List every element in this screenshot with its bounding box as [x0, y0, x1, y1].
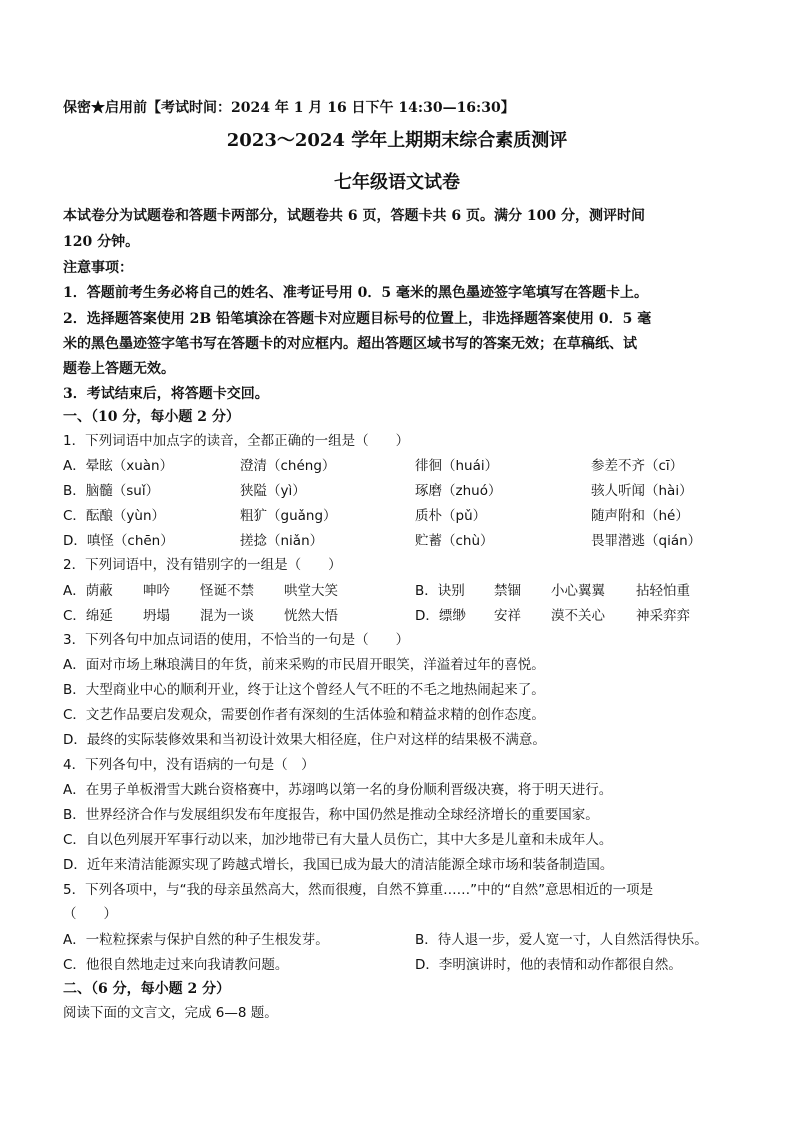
q2-word: 混为一谈: [200, 608, 254, 624]
q3-stem: 3．下列各句中加点词语的使用，不恰当的一句是（ ）: [63, 632, 410, 648]
q5-option-a: A．一粒粒探索与保护自然的种子生根发芽。: [63, 932, 329, 948]
section1-heading: 一、（10 分，每小题 2 分）: [63, 409, 240, 425]
section2-instruction: 阅读下面的文言文，完成 6—8 题。: [63, 1005, 278, 1021]
confidential-line: 保密★启用前【考试时间：2024 年 1 月 16 日下午 14:30—16:30】: [63, 100, 515, 116]
q2-word: 禁锢: [494, 583, 521, 599]
q1-option: A．晕眩（xuàn）: [63, 458, 174, 474]
q2-word: 恍然大悟: [284, 608, 338, 624]
section2-heading: 二、（6 分，每小题 2 分）: [63, 981, 231, 997]
q3-option-d: D．最终的实际装修效果和当初设计效果大相径庭，住户对这样的结果极不满意。: [63, 732, 546, 748]
q5-option-b: B．待人退一步，爱人宽一寸，人自然活得快乐。: [415, 932, 708, 948]
q2-word: C．绵延: [63, 608, 113, 624]
q4-option-c: C．自以色列展开军事行动以来，加沙地带已有大量人员伤亡，其中大多是儿童和未成年人。: [63, 832, 613, 848]
q1-option: 搓捻（niǎn）: [240, 533, 324, 549]
notes-title: 注意事项：: [63, 260, 133, 276]
q2-word: D．缥缈: [415, 608, 466, 624]
q2-word: 小心翼翼: [551, 583, 605, 599]
exam-subtitle: 七年级语文试卷: [334, 172, 460, 193]
q4-option-b: B．世界经济合作与发展组织发布年度报告，称中国仍然是推动全球经济增长的重要国家。: [63, 807, 599, 823]
q5-option-c: C．他很自然地走过来向我请教问题。: [63, 957, 289, 973]
note-3: 3．考试结束后，将答题卡交回。: [63, 386, 269, 402]
q2-word: 呻吟: [143, 583, 170, 599]
q3-option-a: A．面对市场上琳琅满目的年货，前来采购的市民眉开眼笑，洋溢着过年的喜悦。: [63, 657, 545, 673]
q2-word: 哄堂大笑: [284, 583, 338, 599]
q2-stem: 2．下列词语中，没有错别字的一组是（ ）: [63, 557, 342, 573]
q1-option: D．嗔怪（chēn）: [63, 533, 174, 549]
q1-option: C．酝酿（yùn）: [63, 508, 166, 524]
q4-option-a: A．在男子单板滑雪大跳台资格赛中，苏翊鸣以第一名的身份顺利晋级决赛，将于明天进行。: [63, 782, 613, 798]
q2-word: 神采弈弈: [636, 608, 690, 624]
note-2a: 2．选择题答案使用 2B 铅笔填涂在答题卡对应题目标号的位置上，非选择题答案使用 0．5 毫: [63, 311, 652, 327]
q1-option: 徘徊（huái）: [415, 458, 499, 474]
q1-option: 质朴（pǔ）: [415, 508, 487, 524]
q2-word: A．荫蔽: [63, 583, 113, 599]
q1-option: 畏罪潜逃（qián）: [591, 533, 702, 549]
note-2b: 米的黑色墨迹签字笔书写在答题卡的对应框内。超出答题区域书写的答案无效；在草稿纸、试: [63, 336, 637, 352]
q1-option: 骇人听闻（hài）: [591, 483, 693, 499]
q5-stem: 5．下列各项中，与“我的母亲虽然高大，然而很瘦，自然不算重……”中的“自然”意思相近的一项是: [63, 882, 654, 898]
q1-option: B．脑髓（suǐ）: [63, 483, 160, 499]
q5-paren: （ ）: [63, 906, 117, 922]
q1-option: 贮蓄（chù）: [415, 533, 494, 549]
exam-title: 2023～2024 学年上期期末综合素质测评: [226, 130, 568, 151]
q2-word: 漠不关心: [551, 608, 605, 624]
q1-option: 澄清（chéng）: [240, 458, 336, 474]
q2-word: 安祥: [494, 608, 521, 624]
note-1: 1．答题前考生务必将自己的姓名、准考证号用 0．5 毫米的黑色墨迹签字笔填写在答题卡上。: [63, 285, 648, 301]
q4-option-d: D．近年来清洁能源实现了跨越式增长，我国已成为最大的清洁能源全球市场和装备制造国。: [63, 857, 614, 873]
q3-option-c: C．文艺作品要启发观众，需要创作者有深刻的生活体验和精益求精的创作态度。: [63, 707, 545, 723]
q2-word: B．诀别: [415, 583, 465, 599]
intro-line-1: 本试卷分为试题卷和答题卡两部分，试题卷共 6 页，答题卡共 6 页。满分 100 分，测评时间: [63, 208, 645, 224]
q1-stem: 1．下列词语中加点字的读音，全都正确的一组是（ ）: [63, 433, 410, 449]
intro-line-2: 120 分钟。: [63, 234, 140, 250]
q2-word: 坍塌: [143, 608, 170, 624]
q1-option: 随声附和（hé）: [591, 508, 689, 524]
q1-option: 参差不齐（cī）: [591, 458, 684, 474]
q3-option-b: B．大型商业中心的顺利开业，终于让这个曾经人气不旺的不毛之地热闹起来了。: [63, 682, 545, 698]
q1-option: 粗犷（guǎng）: [240, 508, 337, 524]
q5-option-d: D．李明演讲时，他的表情和动作都很自然。: [415, 957, 682, 973]
q2-word: 拈轻怕重: [636, 583, 690, 599]
note-2c: 题卷上答题无效。: [63, 361, 175, 377]
q2-word: 怪诞不禁: [200, 583, 254, 599]
q1-option: 狭隘（yì）: [240, 483, 306, 499]
q4-stem: 4．下列各句中，没有语病的一句是（ ）: [63, 757, 315, 773]
q1-option: 琢磨（zhuó）: [415, 483, 502, 499]
